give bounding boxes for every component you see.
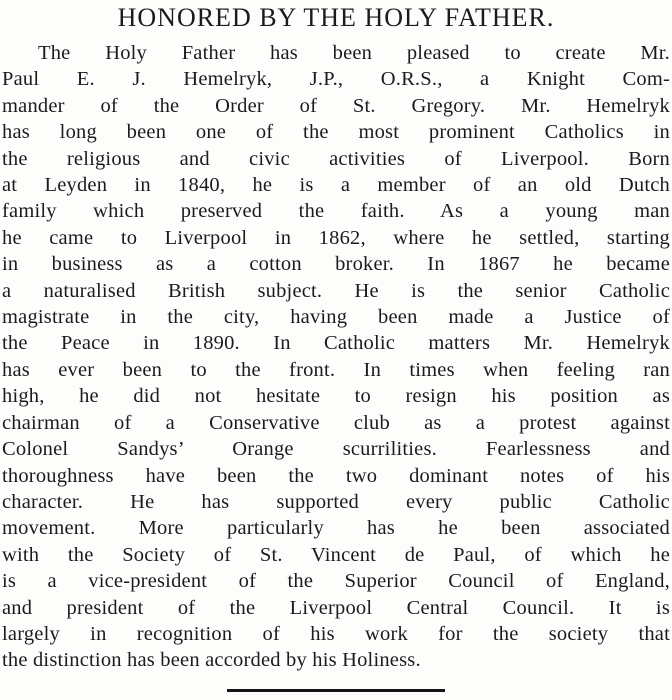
text-line: at Leyden in 1840, he is a member of an old Dutch — [2, 174, 670, 197]
text-line: chairman of a Conservative club as a protest against — [2, 411, 670, 434]
text-line: Colonel Sandys’ Orange scurrilities. Fearlessness and — [2, 438, 670, 461]
text-line: Paul E. J. Hemelryk, J.P., O.R.S., a Knight Com- — [2, 68, 670, 91]
text-line: largely in recognition of his work for the society that — [2, 622, 670, 645]
text-line: movement. More particularly has he been associated — [2, 517, 670, 540]
text-line: thoroughness have been the two dominant notes of his — [2, 464, 670, 487]
text-line: the religious and civic activities of Liverpool. Born — [2, 147, 670, 170]
text-line: has ever been to the front. In times when feeling ran — [2, 358, 670, 381]
end-divider — [227, 689, 445, 692]
text-line: mander of the Order of St. Gregory. Mr. Hemelryk — [2, 94, 670, 117]
text-line: is a vice-president of the Superior Council of England, — [2, 570, 670, 593]
text-line: high, he did not hesitate to resign his position as — [2, 385, 670, 408]
text-line: the distinction has been accorded by his Holiness. — [2, 649, 421, 672]
article-body — [2, 40, 670, 674]
text-line: magistrate in the city, having been made a Justice of — [2, 306, 670, 329]
text-line: character. He has supported every public Catholic — [2, 490, 670, 513]
text-line: has long been one of the most prominent Catholics in — [2, 121, 670, 144]
text-line: The Holy Father has been pleased to create Mr. — [38, 42, 670, 64]
text-line: a naturalised British subject. He is the senior Catholic — [2, 279, 670, 302]
text-line: he came to Liverpool in 1862, where he settled, starting — [2, 226, 670, 249]
text-line: and president of the Liverpool Central Council. It is — [2, 596, 670, 619]
article-headline: HONORED BY THE HOLY FATHER. — [117, 3, 555, 32]
text-line: the Peace in 1890. In Catholic matters Mr. Hemelryk — [2, 332, 670, 355]
text-line: in business as a cotton broker. In 1867 he became — [2, 253, 670, 276]
text-line: with the Society of St. Vincent de Paul, of which he — [2, 543, 670, 566]
text-line: family which preserved the faith. As a young man — [2, 200, 670, 223]
